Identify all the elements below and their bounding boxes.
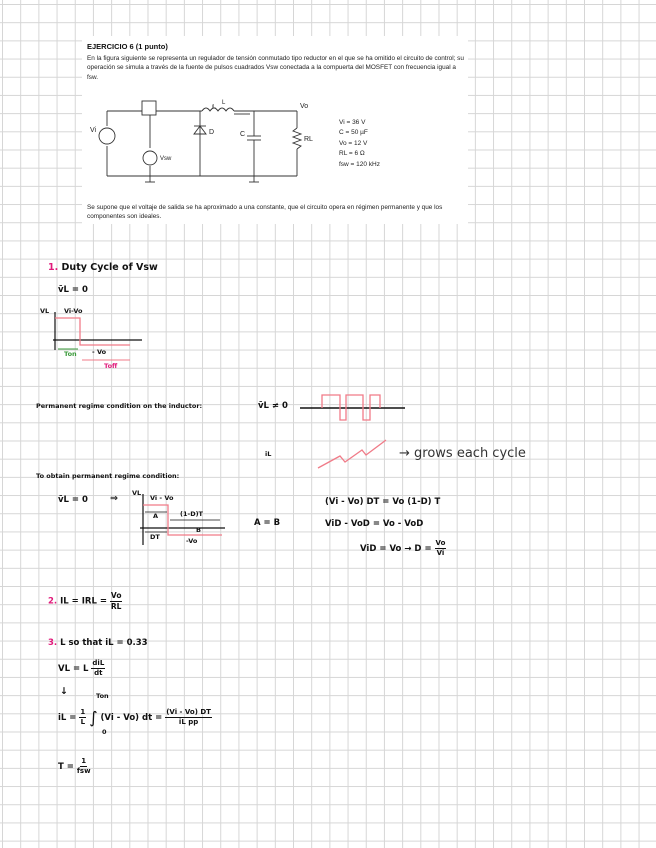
vl-eq-left: VL = L <box>58 664 89 674</box>
il-result-fraction <box>165 709 212 726</box>
plot2-low-label: -Vo <box>186 537 198 545</box>
schem-d-label: D <box>209 129 215 136</box>
period-eq <box>58 758 91 775</box>
param-c: C = 50 µF <box>339 129 368 137</box>
plot1-low-label: - Vo <box>92 348 107 356</box>
section-3-number: 3. <box>48 638 58 648</box>
section-3-title: L so that iL = 0.33 <box>60 638 148 648</box>
permanent-regime-condition: v̄L ≠ 0 <box>258 401 288 411</box>
vl-derivative-eq <box>58 660 105 677</box>
one-over-l-den: L <box>80 718 86 726</box>
section-2-eq: IL = IRL = <box>60 596 107 607</box>
duty-den: Vi <box>436 549 445 557</box>
permanent-il-label: iL <box>265 450 272 458</box>
section-1-eq: v̄L = 0 <box>58 285 88 295</box>
integrand: (Vi - Vo) dt = <box>100 713 163 723</box>
area-a-label: A <box>153 512 159 520</box>
param-rl: RL = 6 Ω <box>339 150 365 158</box>
section-1-number: 1. <box>48 262 59 273</box>
plot1-vl-label: VL <box>40 307 50 315</box>
obtain-eq: v̄L = 0 <box>58 495 88 505</box>
plot1-ton-label: Ton <box>64 350 77 358</box>
exercise-title: EJERCICIO 6 (1 punto) <box>87 42 168 51</box>
exercise-paragraph-1: En la figura siguiente se representa un regulador de tensión conmutado tipo reductor en el que se ha omitido el circuito de control; su operación se simula a través de la fuente de pulsos cuadrados Vsw conectada a la compuerta del MOSFET con frecuencia igual a fsw. <box>87 55 464 81</box>
one-over-l <box>79 709 86 726</box>
schem-rl-label: RL <box>304 136 313 143</box>
il-result-den: iL pp <box>178 718 199 726</box>
grows-each-cycle-note: → grows each cycle <box>399 446 526 461</box>
schem-l-label: L <box>222 100 226 106</box>
derivation-line-3 <box>360 540 446 557</box>
schem-il-label: iL <box>212 104 216 110</box>
vl-deriv-den: dt <box>94 669 103 677</box>
vl-square-wave <box>300 395 405 420</box>
derivation-line-2: ViD - VoD = Vo - VoD <box>325 519 424 529</box>
schem-vi-label: Vi <box>90 127 97 134</box>
section-2-fraction <box>110 592 123 610</box>
section-2-den: RL <box>110 601 122 611</box>
integral-lower-limit: 0 <box>102 728 107 736</box>
section-2-number: 2. <box>48 596 58 607</box>
il-integral-eq <box>58 708 212 727</box>
duty-cycle-fraction <box>435 540 447 557</box>
implies-arrow: ⇒ <box>110 493 118 504</box>
param-fsw: fsw = 120 kHz <box>339 160 381 168</box>
il-result-num: (Vi - Vo) DT <box>166 708 211 716</box>
derivation-line-1: (Vi - Vo) DT = Vo (1-D) T <box>325 497 441 507</box>
period-num: 1 <box>81 757 87 765</box>
il-eq-left: iL = <box>58 713 77 723</box>
period-den: fsw <box>76 767 91 775</box>
schem-vo-label: Vo <box>300 103 309 110</box>
derivation-line-3-left: ViD = Vo → D = <box>360 544 432 554</box>
plot2-span-label: (1-D)T <box>180 510 203 518</box>
section-2-num: Vo <box>110 591 122 600</box>
obtain-regime-text: To obtain permanent regime condition: <box>36 472 180 480</box>
schem-c-label: C <box>240 131 246 138</box>
plot1-toff-label: Toff <box>104 362 118 370</box>
integral-upper-limit: Ton <box>96 692 109 700</box>
plot2-high-label: Vi - Vo <box>150 494 174 502</box>
vl-derivative-fraction <box>91 660 105 677</box>
period-fraction <box>77 758 91 775</box>
one-over-l-num: 1 <box>80 708 86 716</box>
plot2-vl-label: VL <box>132 489 142 497</box>
down-arrow: ↓ <box>60 686 68 697</box>
section-3-heading <box>48 638 148 648</box>
il-growing-wave <box>318 440 386 468</box>
a-equals-b: A = B <box>254 518 281 528</box>
param-vi: Vi = 36 V <box>339 119 366 126</box>
schem-vsw-label: Vsw <box>160 156 172 162</box>
plot1-high-label: Vi-Vo <box>64 307 83 315</box>
duty-num: Vo <box>435 539 446 547</box>
exercise-paragraph-2: Se supone que el voltaje de salida se ha aproximado a una constante, que el circuito opera en régimen permanente y que los componentes son ideales. <box>87 204 443 221</box>
vl-deriv-num: diL <box>92 659 105 667</box>
area-b-label: B <box>196 526 201 534</box>
permanent-regime-text: Permanent regime condition on the inductor: <box>36 402 203 410</box>
period-eq-left: T = <box>58 762 74 772</box>
plot2-dt-label: DT <box>150 533 160 541</box>
integral-sign: ∫ <box>89 708 98 727</box>
section-1-title: Duty Cycle of Vsw <box>61 262 158 273</box>
param-vo: Vo = 12 V <box>339 139 368 147</box>
section-2-line <box>48 592 122 610</box>
